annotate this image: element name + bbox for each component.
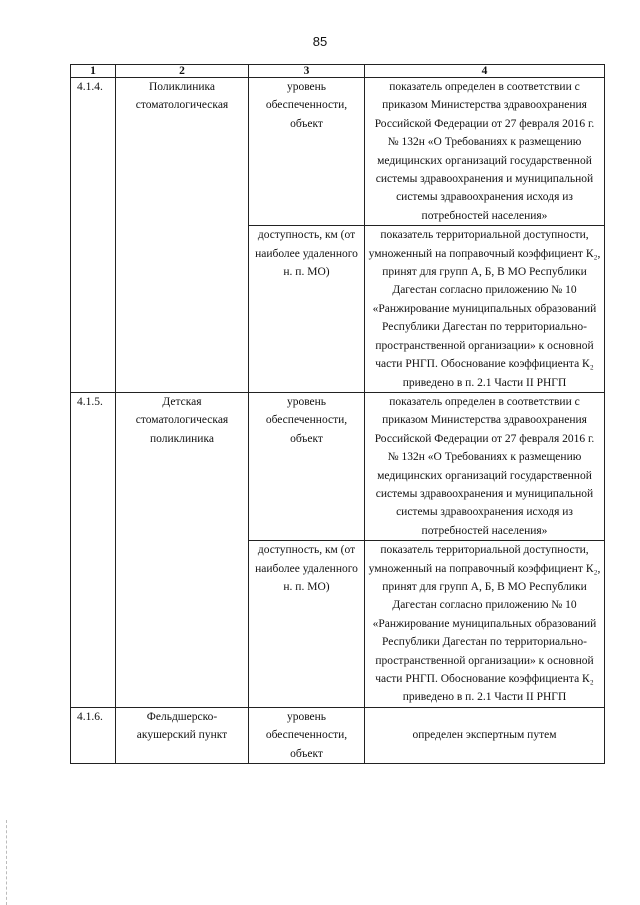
indicator-description: показатель территориальной доступности, умноженный на поправочный коэффициент К₂, принят для групп А, Б, В МО Республики Дагестан согласно приложению № 10 «Ранжирование муниципальных образований Республики Дагестан по территориально-пространственной организации» к основной части РНГП. Обоснование коэффициента К₂ приведено в п. 2.1 Части II РНГП xyxy=(365,541,605,708)
indicator-name: доступность, км (от наиболее удаленного н. п. МО) xyxy=(249,226,365,393)
indicator-description: показатель определен в соответствии с приказом Министерства здравоохранения Российской Федерации от 27 февраля 2016 г. № 132н «О Требованиях к размещению медицинских организаций государственной системы здравоохранения и муниципальной системы здравоохранения исходя из потребностей населения» xyxy=(365,78,605,226)
row-number: 4.1.6. xyxy=(71,707,116,763)
table-row xyxy=(71,78,605,226)
table-header-row xyxy=(71,65,605,78)
indicator-name: уровень обеспеченности, объект xyxy=(249,392,365,540)
indicator-name: уровень обеспеченности, объект xyxy=(249,707,365,763)
facility-name: Фельдшерско-акушерский пункт xyxy=(116,707,249,763)
table-row xyxy=(71,392,605,540)
column-header-1: 1 xyxy=(71,65,116,78)
indicator-name: уровень обеспеченности, объект xyxy=(249,78,365,226)
standards-table xyxy=(70,64,605,764)
page-number: 85 xyxy=(312,34,328,49)
indicator-name: доступность, км (от наиболее удаленного н. п. МО) xyxy=(249,541,365,708)
binding-margin-line xyxy=(6,820,8,905)
facility-name: Детская стоматологическая поликлиника xyxy=(116,392,249,707)
table-row xyxy=(71,707,605,763)
column-header-4: 4 xyxy=(365,65,605,78)
column-header-2: 2 xyxy=(116,65,249,78)
facility-name: Поликлиника стоматологическая xyxy=(116,78,249,393)
indicator-description: определен экспертным путем xyxy=(365,707,605,763)
row-number: 4.1.5. xyxy=(71,392,116,707)
row-number: 4.1.4. xyxy=(71,78,116,393)
column-header-3: 3 xyxy=(249,65,365,78)
indicator-description: показатель территориальной доступности, умноженный на поправочный коэффициент К₂, принят для групп А, Б, В МО Республики Дагестан согласно приложению № 10 «Ранжирование муниципальных образований Республики Дагестан по территориально-пространственной организации» к основной части РНГП. Обоснование коэффициента К₂ приведено в п. 2.1 Части II РНГП xyxy=(365,226,605,393)
indicator-description: показатель определен в соответствии с приказом Министерства здравоохранения Российской Федерации от 27 февраля 2016 г. № 132н «О Требованиях к размещению медицинских организаций государственной системы здравоохранения и муниципальной системы здравоохранения исходя из потребностей населения» xyxy=(365,392,605,540)
